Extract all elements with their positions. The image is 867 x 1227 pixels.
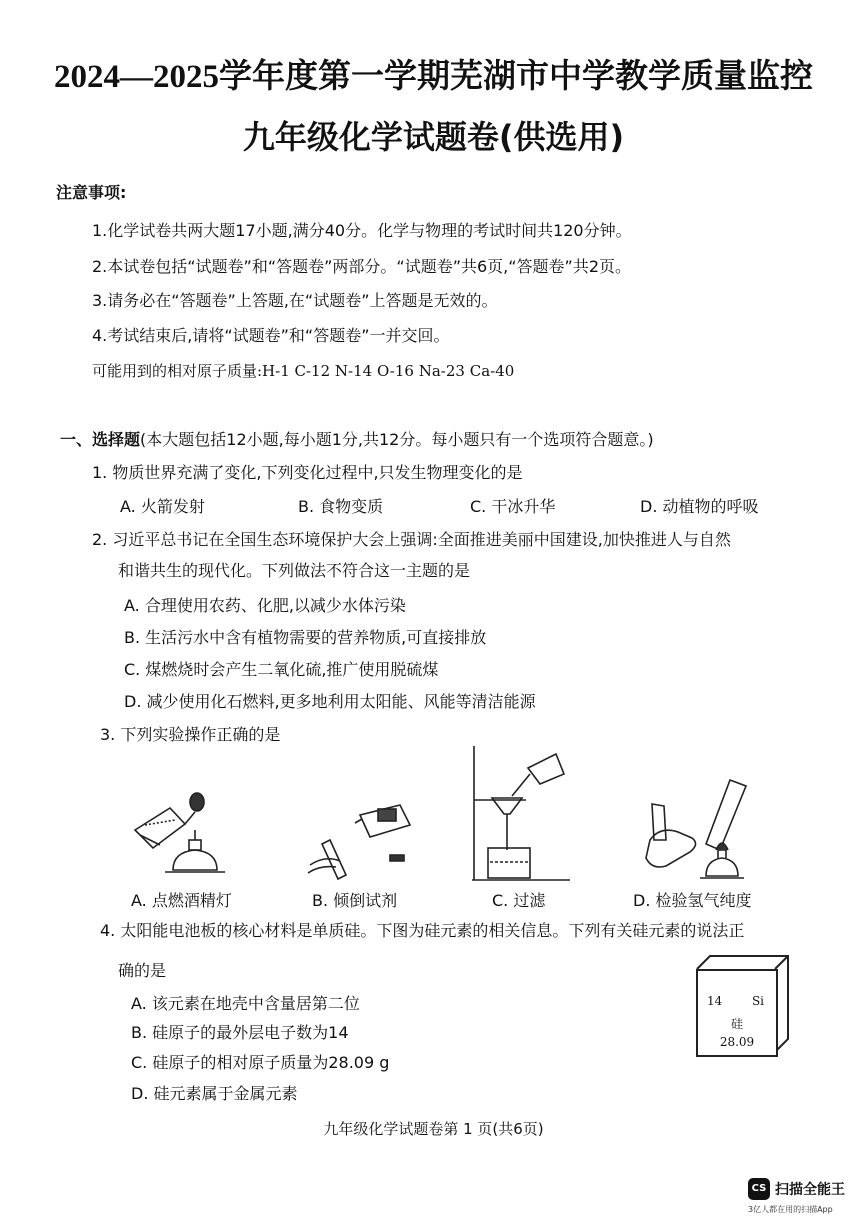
q3-option-b: B. 倾倒试剂 xyxy=(312,891,398,910)
element-mass: 28.09 xyxy=(719,1035,755,1049)
section-heading xyxy=(60,427,654,450)
question-1-stem: 1. 物质世界充满了变化,下列变化过程中,只发生物理变化的是 xyxy=(92,463,523,482)
illustration-hydrogen-test xyxy=(630,770,760,885)
question-4-stem-line2: 确的是 xyxy=(118,961,167,980)
q2-option-d: D. 减少使用化石燃料,更多地利用太阳能、风能等清洁能源 xyxy=(124,692,536,711)
scanner-logo-icon: CS xyxy=(748,1178,770,1200)
q4-option-d: D. 硅元素属于金属元素 xyxy=(131,1084,298,1103)
notice-item-1: 1.化学试卷共两大题17小题,满分40分。化学与物理的考试时间共120分钟。 xyxy=(92,221,632,240)
illustration-filtration xyxy=(460,740,580,885)
question-4-stem-line1: 4. 太阳能电池板的核心材料是单质硅。下图为硅元素的相关信息。下列有关硅元素的说法正 xyxy=(100,921,745,940)
scanner-tagline: 3亿人都在用的扫描App xyxy=(748,1205,833,1214)
section-label: 一、选择题 xyxy=(60,430,141,449)
q4-option-a: A. 该元素在地壳中含量居第二位 xyxy=(131,994,360,1013)
exam-subtitle: 九年级化学试题卷(供选用) xyxy=(242,118,625,156)
q2-option-c: C. 煤燃烧时会产生二氧化硫,推广使用脱硫煤 xyxy=(124,660,439,679)
question-2-stem-line2: 和谐共生的现代化。下列做法不符合这一主题的是 xyxy=(118,561,471,580)
notice-item-3: 3.请务必在“答题卷”上答题,在“试题卷”上答题是无效的。 xyxy=(92,291,498,310)
q2-option-a: A. 合理使用农药、化肥,以减少水体污染 xyxy=(124,596,406,615)
q1-option-a: A. 火箭发射 xyxy=(120,497,205,516)
scanner-app-name: 扫描全能王 xyxy=(775,1182,845,1198)
element-symbol: Si xyxy=(751,994,764,1008)
scanner-watermark xyxy=(748,1176,858,1220)
element-atomic-number: 14 xyxy=(707,994,723,1008)
q3-option-a: A. 点燃酒精灯 xyxy=(131,891,232,910)
notice-item-2: 2.本试卷包括“试题卷”和“答题卷”两部分。“试题卷”共6页,“答题卷”共2页。 xyxy=(92,257,632,276)
q4-option-c: C. 硅原子的相对原子质量为28.09 g xyxy=(131,1053,390,1072)
q4-option-b: B. 硅原子的最外层电子数为14 xyxy=(131,1023,349,1042)
q3-option-c: C. 过滤 xyxy=(492,891,546,910)
q1-option-d: D. 动植物的呼吸 xyxy=(640,497,759,516)
atomic-masses: 可能用到的相对原子质量:H-1 C-12 N-14 O-16 Na-23 Ca-40 xyxy=(92,362,515,380)
page-footer: 九年级化学试题卷第 1 页(共6页) xyxy=(323,1120,544,1138)
question-2-stem-line1: 2. 习近平总书记在全国生态环境保护大会上强调:全面推进美丽中国建设,加快推进人与自然 xyxy=(92,530,731,549)
exam-title: 2024—2025学年度第一学期芜湖市中学教学质量监控 xyxy=(54,59,813,95)
notice-heading: 注意事项: xyxy=(56,183,127,202)
element-name: 硅 xyxy=(730,1017,743,1031)
q1-option-b: B. 食物变质 xyxy=(298,497,384,516)
notice-item-4: 4.考试结束后,请将“试题卷”和“答题卷”一并交回。 xyxy=(92,326,450,345)
q1-option-c: C. 干冰升华 xyxy=(470,497,556,516)
section-desc: (本大题包括12小题,每小题1分,共12分。每小题只有一个选项符合题意。) xyxy=(140,430,654,449)
q3-option-d: D. 检验氢气纯度 xyxy=(633,891,752,910)
illustration-lighting-lamp xyxy=(125,790,255,885)
element-cell-silicon xyxy=(696,969,778,1057)
illustration-pouring-reagent xyxy=(300,795,430,885)
question-3-stem: 3. 下列实验操作正确的是 xyxy=(100,725,281,744)
q2-option-b: B. 生活污水中含有植物需要的营养物质,可直接排放 xyxy=(124,628,487,647)
